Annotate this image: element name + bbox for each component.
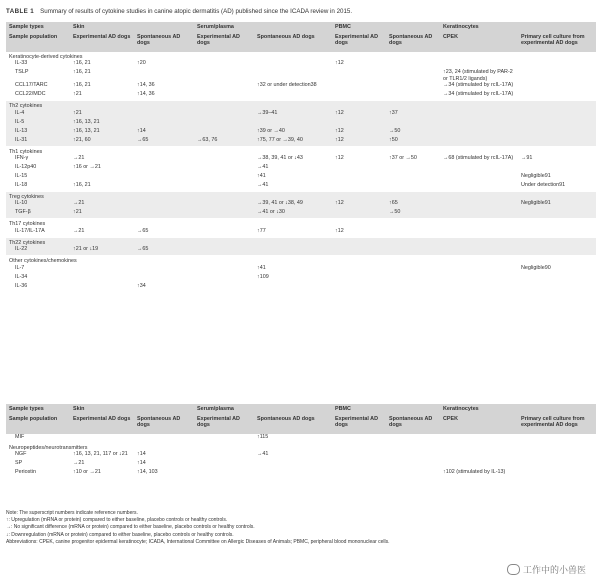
result-cell bbox=[134, 173, 194, 182]
result-cell bbox=[194, 246, 254, 256]
result-cell bbox=[332, 246, 386, 256]
result-cell bbox=[440, 246, 518, 256]
category-row bbox=[6, 219, 596, 228]
result-cell: ↑16, 13, 21 bbox=[70, 128, 134, 137]
header-sample-population: Sample population bbox=[6, 416, 70, 434]
header-skin: Skin bbox=[70, 22, 194, 34]
header-pbmc: PBMC bbox=[332, 404, 440, 416]
result-cell bbox=[386, 265, 440, 274]
result-cell: ↑41 bbox=[257, 264, 266, 271]
result-cell: ↑12 bbox=[332, 200, 386, 209]
result-cell: →65 bbox=[137, 227, 149, 234]
result-cell bbox=[194, 110, 254, 119]
result-cell: ↑10 or →21 bbox=[73, 469, 101, 476]
cytokine-row bbox=[6, 451, 596, 460]
category-row bbox=[6, 101, 596, 110]
category-row bbox=[6, 256, 596, 265]
result-cell: ↑16, 13, 21, 117 or ↓21 bbox=[73, 451, 128, 458]
table-label: TABLE 1 bbox=[6, 8, 35, 15]
result-cell: →41 bbox=[257, 182, 269, 189]
result-cell bbox=[518, 469, 596, 478]
result-cell bbox=[254, 283, 332, 292]
result-cell: ↑14, 36 bbox=[137, 91, 155, 98]
result-cell: ↑39 or →40 bbox=[254, 128, 332, 137]
result-cell bbox=[440, 200, 518, 209]
result-cell bbox=[254, 460, 332, 469]
result-cell bbox=[332, 182, 386, 192]
result-cell: ↑14 bbox=[134, 128, 194, 137]
result-cell: ↑37 bbox=[386, 110, 440, 119]
watermark bbox=[507, 563, 586, 576]
result-cell bbox=[386, 274, 440, 283]
result-cell: ↑16 or →21 bbox=[73, 164, 101, 171]
note-line: Abbreviations: CPEK, canine progenitor epidermal keratinocyte; ICADA, International Committee on Allergic Diseases of Animals; PBMC, peripheral blood mononuclear cells. bbox=[6, 538, 390, 545]
result-cell: ↑21, 60 bbox=[70, 137, 134, 147]
cytokine-row bbox=[6, 460, 596, 469]
result-cell: ↑12 bbox=[335, 227, 344, 234]
result-cell bbox=[332, 434, 386, 443]
cytokine-row bbox=[6, 209, 596, 219]
cytokine-row bbox=[6, 155, 596, 164]
table-notes bbox=[6, 510, 390, 546]
cytokine-row bbox=[6, 228, 596, 238]
header-primary-culture: Primary cell culture from experimental AD dogs bbox=[518, 416, 596, 434]
result-cell bbox=[194, 69, 254, 82]
result-cell bbox=[386, 246, 440, 256]
cytokine-name: CCL22/MDC bbox=[15, 91, 46, 98]
result-cell: →41 bbox=[257, 164, 269, 171]
header-serum-spont: Spontaneous AD dogs bbox=[254, 416, 332, 434]
result-cell bbox=[134, 119, 194, 128]
result-cell: ↑12 bbox=[335, 155, 344, 162]
cytokine-row bbox=[6, 434, 596, 443]
result-cell bbox=[70, 173, 134, 182]
result-cell bbox=[70, 274, 134, 283]
result-cell bbox=[134, 265, 194, 274]
result-cell bbox=[440, 451, 518, 460]
result-cell bbox=[332, 283, 386, 292]
result-cell bbox=[194, 60, 254, 69]
result-cell bbox=[194, 434, 254, 443]
cytokine-name: IL-31 bbox=[6, 137, 70, 147]
result-cell bbox=[70, 283, 134, 292]
cytokine-name: IL-22 bbox=[6, 246, 70, 256]
result-cell bbox=[440, 209, 518, 219]
header-skin-exp: Experimental AD dogs bbox=[70, 416, 134, 434]
cytokine-row bbox=[6, 137, 596, 147]
result-cell bbox=[134, 164, 194, 173]
result-cell: ↑12 bbox=[332, 137, 386, 147]
cytokine-row bbox=[6, 173, 596, 182]
result-cell bbox=[518, 128, 596, 137]
result-cell bbox=[518, 246, 596, 256]
cytokine-row bbox=[6, 60, 596, 69]
header-serum: Serum/plasma bbox=[194, 22, 332, 34]
result-cell bbox=[440, 128, 518, 137]
result-cell: ↑115 bbox=[257, 434, 269, 440]
result-cell bbox=[518, 60, 596, 69]
cytokine-name: IL-17/IL-17A bbox=[15, 227, 45, 234]
result-cell bbox=[440, 60, 518, 69]
result-cell bbox=[194, 82, 254, 91]
cytokine-row bbox=[6, 283, 596, 292]
header-pbmc-spont: Spontaneous AD dogs bbox=[386, 416, 440, 434]
cytokine-name: IL-12p40 bbox=[15, 164, 37, 171]
result-cell: ↑21 bbox=[70, 209, 134, 219]
result-cell bbox=[254, 91, 332, 101]
result-cell: ↑21 bbox=[70, 110, 134, 119]
cytokine-name: Periostin bbox=[15, 469, 36, 476]
header-cpek: CPEK bbox=[440, 34, 518, 52]
result-cell bbox=[194, 209, 254, 219]
cytokine-name: SP bbox=[15, 460, 23, 467]
category-label: Th2 cytokines bbox=[6, 101, 596, 110]
table-caption bbox=[6, 8, 352, 15]
cytokine-row bbox=[6, 110, 596, 119]
cytokine-row bbox=[6, 91, 596, 101]
result-cell bbox=[332, 209, 386, 219]
result-cell bbox=[386, 69, 440, 82]
table-body-1 bbox=[6, 52, 596, 292]
header-row-populations bbox=[6, 34, 596, 52]
header-skin-spont: Spontaneous AD dogs bbox=[134, 34, 194, 52]
watermark-text: 工作中的小兽医 bbox=[522, 565, 586, 575]
result-cell: →50 bbox=[386, 209, 440, 219]
cytokine-name: IL-36 bbox=[15, 282, 28, 289]
result-cell bbox=[386, 469, 440, 478]
result-cell bbox=[254, 60, 332, 69]
cytokine-row bbox=[6, 82, 596, 91]
result-cell bbox=[440, 460, 518, 469]
result-cell: →39, 41 or ↓38, 49 bbox=[254, 200, 332, 209]
result-cell bbox=[332, 119, 386, 128]
result-cell: Negligible91 bbox=[521, 173, 551, 180]
result-cell: →68 (stimulated by rcIL-17A) bbox=[443, 155, 514, 162]
category-label: Treg cytokines bbox=[6, 192, 596, 201]
result-cell bbox=[70, 265, 134, 274]
result-cell: Negligible91 bbox=[518, 200, 596, 209]
result-cell: →38, 39, 41 or ↓43 bbox=[257, 155, 303, 162]
result-cell bbox=[332, 164, 386, 173]
result-cell bbox=[440, 182, 518, 192]
result-cell: Under detection91 bbox=[521, 182, 566, 189]
result-cell bbox=[386, 228, 440, 238]
result-cell bbox=[518, 82, 596, 91]
result-cell bbox=[386, 451, 440, 460]
cytokine-row bbox=[6, 274, 596, 283]
result-cell: ↑12 bbox=[335, 60, 344, 67]
result-cell: ↑14 bbox=[137, 451, 146, 458]
result-cell: ↑65 bbox=[386, 200, 440, 209]
cytokine-name: IL-34 bbox=[15, 273, 28, 280]
header-pbmc-exp: Experimental AD dogs bbox=[332, 416, 386, 434]
result-cell: ↑14, 36 bbox=[137, 82, 155, 89]
result-cell: ↑20 bbox=[137, 60, 146, 67]
cytokine-name: IL-7 bbox=[15, 264, 25, 271]
result-cell: →21 bbox=[70, 200, 134, 209]
result-cell bbox=[440, 137, 518, 147]
result-cell bbox=[194, 200, 254, 209]
caption-text: Summary of results of cytokine studies in canine atopic dermatitis (AD) published since the ICADA review in 2015. bbox=[40, 8, 353, 15]
result-cell bbox=[386, 460, 440, 469]
header-serum-exp: Experimental AD dogs bbox=[194, 416, 254, 434]
result-cell bbox=[194, 91, 254, 101]
result-cell bbox=[194, 274, 254, 283]
cytokine-name: IFN-γ bbox=[15, 155, 29, 162]
result-cell: →34 (stimulated by rcIL-17A) bbox=[443, 82, 514, 89]
result-cell bbox=[134, 155, 194, 164]
result-cell bbox=[332, 91, 386, 101]
header-cpek: CPEK bbox=[440, 416, 518, 434]
result-cell bbox=[386, 91, 440, 101]
result-cell bbox=[194, 469, 254, 478]
result-cell bbox=[134, 434, 194, 443]
result-cell: ↑32 or under detection38 bbox=[257, 82, 317, 89]
cytokine-row bbox=[6, 69, 596, 82]
header-row-populations-2 bbox=[6, 416, 596, 434]
cytokine-name: IL-18 bbox=[15, 182, 28, 189]
cytokine-name: TSLP bbox=[15, 69, 29, 76]
result-cell bbox=[518, 274, 596, 283]
result-cell bbox=[194, 119, 254, 128]
category-label: Th22 cytokines bbox=[6, 237, 596, 246]
result-cell bbox=[194, 173, 254, 182]
result-cell bbox=[518, 209, 596, 219]
result-cell: ↑14 bbox=[137, 460, 146, 467]
result-cell bbox=[518, 137, 596, 147]
header-skin-spont: Spontaneous AD dogs bbox=[134, 416, 194, 434]
result-cell: →65 bbox=[134, 137, 194, 147]
cytokine-name: IL-15 bbox=[15, 173, 28, 180]
result-cell: ↑12 bbox=[332, 110, 386, 119]
header-row-groups-2 bbox=[6, 404, 596, 416]
category-label: Keratinocyte-derived cytokines bbox=[9, 54, 83, 60]
header-serum: Serum/plasma bbox=[194, 404, 332, 416]
result-cell bbox=[332, 460, 386, 469]
result-cell: ↑23, 24 (stimulated by PAR-2 or TLR1/2 ligands) bbox=[443, 69, 513, 82]
result-cell: ↑50 bbox=[386, 137, 440, 147]
result-cell bbox=[386, 82, 440, 91]
result-cell: ↑14, 103 bbox=[137, 469, 158, 476]
result-cell bbox=[386, 60, 440, 69]
result-cell bbox=[332, 469, 386, 478]
result-cell bbox=[386, 119, 440, 128]
cytokine-table-continued bbox=[6, 404, 596, 478]
cytokine-row bbox=[6, 469, 596, 478]
result-cell bbox=[440, 119, 518, 128]
result-cell bbox=[194, 164, 254, 173]
result-cell bbox=[440, 274, 518, 283]
cytokine-row bbox=[6, 128, 596, 137]
result-cell bbox=[194, 128, 254, 137]
result-cell bbox=[134, 110, 194, 119]
category-row bbox=[6, 146, 596, 155]
cytokine-table bbox=[6, 22, 596, 292]
result-cell: ↑21 or ↓19 bbox=[70, 246, 134, 256]
result-cell bbox=[134, 200, 194, 209]
header-keratinocytes: Keratinocytes bbox=[440, 404, 596, 416]
category-row bbox=[6, 192, 596, 201]
header-pbmc: PBMC bbox=[332, 22, 440, 34]
result-cell bbox=[518, 164, 596, 173]
result-cell: →21 bbox=[73, 460, 85, 467]
result-cell bbox=[332, 69, 386, 82]
cytokine-row bbox=[6, 182, 596, 192]
result-cell bbox=[440, 164, 518, 173]
result-cell: ↑12 bbox=[332, 128, 386, 137]
result-cell: ↑41 bbox=[257, 173, 266, 180]
result-cell bbox=[332, 451, 386, 460]
result-cell: ↑16, 21 bbox=[73, 69, 91, 76]
result-cell: ↑16, 13, 21 bbox=[70, 119, 134, 128]
category-label: Other cytokines/chemokines bbox=[6, 256, 596, 265]
wechat-icon bbox=[507, 564, 520, 575]
header-sample-population: Sample population bbox=[6, 34, 70, 52]
result-cell: →65 bbox=[134, 246, 194, 256]
note-line: →: No significant difference (mRNA or protein) compared to either baseline, placebo controls or healthy controls. bbox=[6, 524, 255, 531]
result-cell: Negligible90 bbox=[521, 264, 551, 271]
category-label: Th17 cytokines bbox=[6, 219, 596, 228]
cytokine-name: IL-33 bbox=[15, 60, 28, 67]
table-body-2 bbox=[6, 434, 596, 478]
header-row-groups bbox=[6, 22, 596, 34]
result-cell bbox=[254, 69, 332, 82]
header-keratinocytes: Keratinocytes bbox=[440, 22, 596, 34]
result-cell bbox=[518, 228, 596, 238]
result-cell bbox=[440, 110, 518, 119]
result-cell: →34 (stimulated by rcIL-17A) bbox=[443, 91, 514, 98]
result-cell: ↑16, 21 bbox=[73, 182, 91, 189]
cytokine-name: TGF-β bbox=[6, 209, 70, 219]
note-line: ↑: Upregulation (mRNA or protein) compared to either baseline, placebo controls or healthy controls. bbox=[6, 517, 228, 524]
header-serum-exp: Experimental AD dogs bbox=[194, 34, 254, 52]
cytokine-row bbox=[6, 265, 596, 274]
result-cell: ↑34 bbox=[137, 282, 146, 289]
result-cell bbox=[440, 283, 518, 292]
result-cell bbox=[386, 434, 440, 443]
cytokine-row bbox=[6, 200, 596, 209]
result-cell: →21 bbox=[73, 227, 85, 234]
header-pbmc-spont: Spontaneous AD dogs bbox=[386, 34, 440, 52]
result-cell bbox=[386, 173, 440, 182]
result-cell bbox=[386, 283, 440, 292]
cytokine-name: IL-5 bbox=[6, 119, 70, 128]
category-row bbox=[6, 443, 596, 451]
result-cell bbox=[254, 119, 332, 128]
result-cell bbox=[134, 182, 194, 192]
header-skin: Skin bbox=[70, 404, 194, 416]
result-cell bbox=[194, 451, 254, 460]
result-cell bbox=[70, 434, 134, 443]
result-cell bbox=[332, 173, 386, 182]
cytokine-row bbox=[6, 164, 596, 173]
result-cell bbox=[518, 119, 596, 128]
cytokine-name: IL-10 bbox=[6, 200, 70, 209]
cytokine-name: IL-4 bbox=[6, 110, 70, 119]
result-cell bbox=[518, 91, 596, 101]
result-cell bbox=[194, 460, 254, 469]
cytokine-row bbox=[6, 119, 596, 128]
result-cell bbox=[440, 434, 518, 443]
result-cell bbox=[440, 265, 518, 274]
result-cell: →39–41 bbox=[254, 110, 332, 119]
header-serum-spont: Spontaneous AD dogs bbox=[254, 34, 332, 52]
result-cell bbox=[518, 451, 596, 460]
header-sample-types: Sample types bbox=[6, 22, 70, 34]
category-row bbox=[6, 237, 596, 246]
result-cell: ↑16, 21 bbox=[73, 82, 91, 89]
result-cell bbox=[194, 265, 254, 274]
result-cell: →41 bbox=[257, 451, 269, 458]
result-cell: →41 or ↓30 bbox=[254, 209, 332, 219]
result-cell: ↑109 bbox=[257, 273, 269, 280]
result-cell bbox=[518, 110, 596, 119]
result-cell: ↑75, 77 or →39, 40 bbox=[254, 137, 332, 147]
header-primary-culture: Primary cell culture from experimental AD dogs bbox=[518, 34, 596, 52]
result-cell bbox=[254, 246, 332, 256]
result-cell: ↑21 bbox=[73, 91, 82, 98]
result-cell bbox=[254, 469, 332, 478]
result-cell bbox=[332, 82, 386, 91]
result-cell bbox=[518, 434, 596, 443]
result-cell bbox=[518, 69, 596, 82]
cytokine-name: NGF bbox=[15, 451, 27, 458]
cytokine-name: CCL17/TARC bbox=[15, 82, 48, 89]
result-cell bbox=[386, 164, 440, 173]
result-cell: →91 bbox=[521, 155, 533, 162]
header-sample-types: Sample types bbox=[6, 404, 70, 416]
result-cell: →21 bbox=[73, 155, 85, 162]
result-cell bbox=[194, 283, 254, 292]
category-row bbox=[6, 52, 596, 60]
header-skin-exp: Experimental AD dogs bbox=[70, 34, 134, 52]
result-cell: →50 bbox=[386, 128, 440, 137]
result-cell bbox=[518, 283, 596, 292]
result-cell bbox=[134, 274, 194, 283]
result-cell bbox=[134, 209, 194, 219]
result-cell bbox=[332, 274, 386, 283]
category-label: Th1 cytokines bbox=[6, 146, 596, 155]
cytokine-row bbox=[6, 246, 596, 256]
result-cell bbox=[194, 182, 254, 192]
result-cell bbox=[194, 228, 254, 238]
result-cell: ↑37 or →50 bbox=[389, 155, 417, 162]
result-cell bbox=[386, 182, 440, 192]
header-pbmc-exp: Experimental AD dogs bbox=[332, 34, 386, 52]
result-cell bbox=[194, 155, 254, 164]
cytokine-name: MIF bbox=[15, 434, 25, 440]
result-cell bbox=[440, 173, 518, 182]
result-cell bbox=[332, 265, 386, 274]
cytokine-name: IL-13 bbox=[6, 128, 70, 137]
result-cell: ↑16, 21 bbox=[73, 60, 91, 67]
result-cell bbox=[518, 460, 596, 469]
result-cell: ↑77 bbox=[257, 227, 266, 234]
note-line: Note: The superscript numbers indicate reference numbers. bbox=[6, 510, 138, 516]
result-cell: →63, 76 bbox=[194, 137, 254, 147]
category-label: Neuropeptides/neurotransmitters bbox=[9, 445, 88, 451]
note-line: ↓: Downregulation (mRNA or protein) compared to either baseline, placebo controls or healthy controls. bbox=[6, 531, 234, 538]
result-cell: ↑102 (stimulated by IL-13) bbox=[443, 469, 506, 476]
result-cell bbox=[134, 69, 194, 82]
result-cell bbox=[440, 228, 518, 238]
